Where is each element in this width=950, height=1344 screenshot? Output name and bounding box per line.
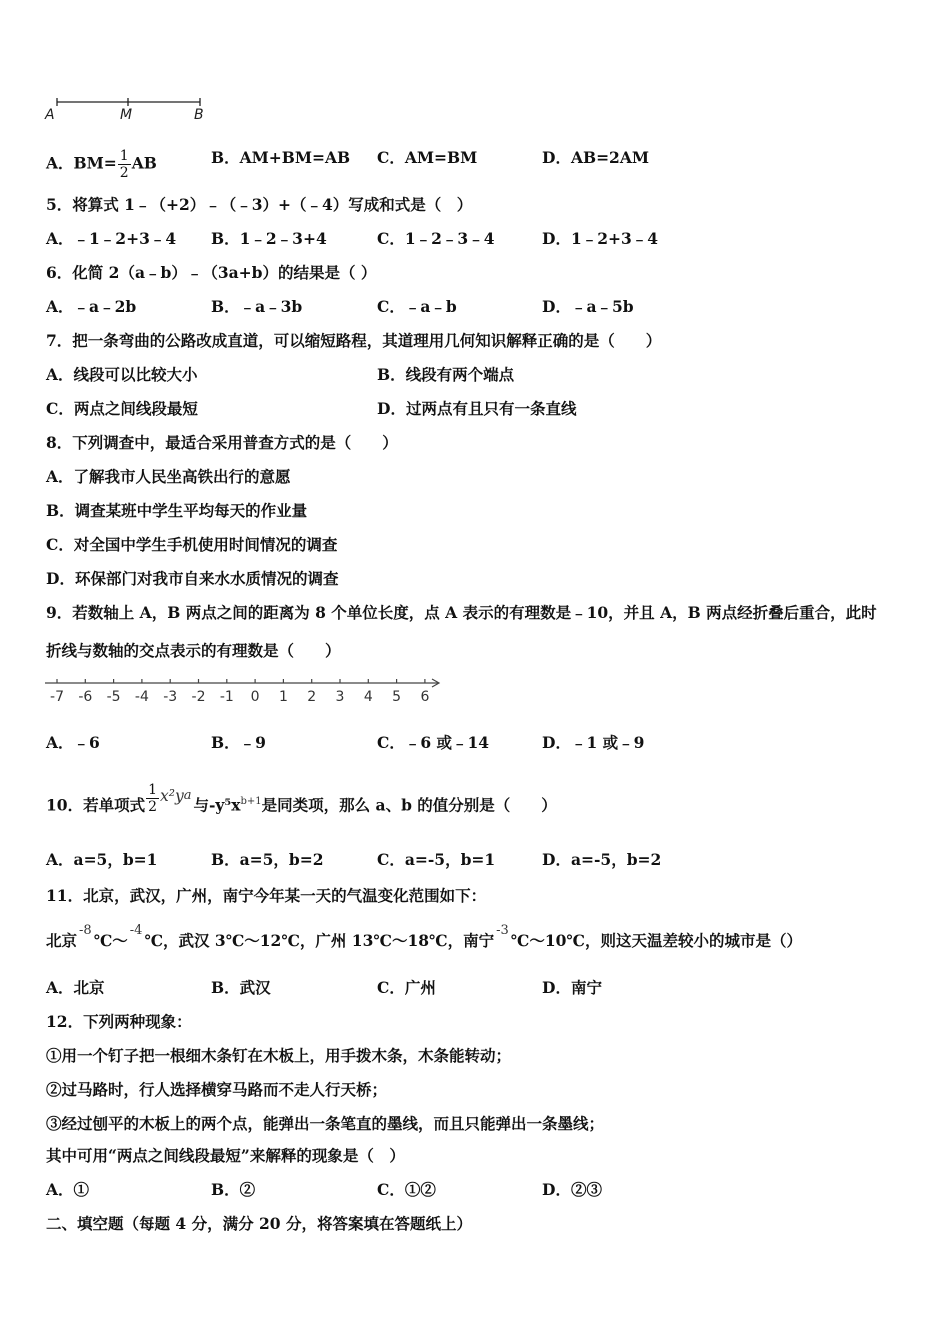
- q6-option-c: C．﹣a﹣b: [377, 297, 457, 316]
- q12-option-c: C．①②: [377, 1180, 436, 1199]
- q11-option-a: A．北京: [46, 978, 105, 997]
- axis-tick-label: 1: [278, 689, 288, 705]
- q10-option-c: C．a=-5，b=1: [377, 850, 496, 869]
- axis-tick-label: 5: [392, 689, 402, 705]
- q4-fraction: $\frac{1}{2}$: [119, 148, 129, 181]
- number-line: [40, 672, 450, 708]
- axis-tick-label: -6: [78, 689, 93, 705]
- q10-option-b: B．a=5，b=2: [211, 850, 324, 869]
- q6-option-d: D．﹣a﹣5b: [542, 297, 634, 316]
- axis-tick-label: -2: [191, 689, 206, 705]
- q12-question: 其中可用“两点之间线段最短”来解释的现象是（ ）: [46, 1146, 405, 1165]
- q4-option-a: A．BM= $\frac{1}{2}$ AB: [46, 148, 157, 181]
- axis-tick-label: 6: [420, 689, 430, 705]
- q6-option-a: A．﹣a﹣2b: [46, 297, 137, 316]
- q5-option-b: B．1﹣2﹣3+4: [211, 229, 327, 248]
- q8-option-c: C．对全国中学生手机使用时间情况的调查: [46, 535, 338, 554]
- q7-option-c: C．两点之间线段最短: [46, 399, 198, 418]
- q10-fraction: $\frac{1}{2}$: [148, 782, 157, 815]
- q12-item-1: ①用一个钉子把一根细木条钉在木板上，用手拨木条，木条能转动；: [46, 1046, 512, 1065]
- q10-stem: 10．若单项式 $\frac{1}{2}$ $x^2y^a$与$-y^5x^{b+1}$是同类项，那么 a、b 的值分别是（ ）: [46, 782, 557, 815]
- q8-option-b: B．调查某班中学生平均每天的作业量: [46, 501, 308, 520]
- q4-option-d: D．AB=2AM: [542, 148, 650, 167]
- section-2-heading: 二、填空题（每题 4 分，满分 20 分，将答案填在答题纸上）: [46, 1214, 472, 1233]
- q8-stem: 8．下列调查中，最适合采用普查方式的是（ ）: [46, 433, 398, 452]
- q8-option-a: A．了解我市人民坐高铁出行的意愿: [46, 467, 291, 486]
- axis-tick-label: -7: [50, 689, 64, 705]
- axis-tick-label: 0: [250, 689, 260, 705]
- axis-tick-label: 2: [307, 689, 317, 705]
- q7-option-a: A．线段可以比较大小: [46, 365, 198, 384]
- axis-tick-label: 3: [335, 689, 345, 705]
- q6-stem: 6．化简 2（a﹣b）﹣（3a+b）的结果是（ ）: [46, 263, 377, 282]
- q12-option-b: B．②: [211, 1180, 256, 1199]
- axis-tick-label: -4: [134, 689, 149, 705]
- q8-option-d: D．环保部门对我市自来水水质情况的调查: [46, 569, 339, 588]
- point-m-label: M: [120, 107, 133, 123]
- segment-figure: [40, 92, 220, 124]
- q5-stem: 5．将算式 1﹣（+2）﹣（﹣3）+（﹣4）写成和式是（ ）: [46, 195, 473, 214]
- q7-option-d: D．过两点有且只有一条直线: [377, 399, 577, 418]
- q11-stem: 11．北京，武汉，广州，南宁今年某一天的气温变化范围如下：: [46, 886, 487, 905]
- q4-option-b: B．AM+BM=AB: [211, 148, 351, 167]
- q10-option-d: D．a=-5，b=2: [542, 850, 662, 869]
- q11-option-b: B．武汉: [211, 978, 271, 997]
- q7-option-b: B．线段有两个端点: [377, 365, 515, 384]
- q11-option-c: C．广州: [377, 978, 436, 997]
- q9-option-d: D．﹣1 或﹣9: [542, 733, 645, 752]
- q4-option-c: C．AM=BM: [377, 148, 478, 167]
- q11-temperatures: 北京$^{-8}$℃～$^{-4}$℃，武汉 3℃～12℃，广州 13℃～18℃，南宁$^{-3}$℃～10℃，则这天温差较小的城市是（）: [46, 923, 802, 950]
- q5-option-d: D．1﹣2+3﹣4: [542, 229, 659, 248]
- point-b-label: B: [194, 107, 204, 123]
- axis-tick-label: 4: [363, 689, 373, 705]
- q5-option-c: C．1﹣2﹣3﹣4: [377, 229, 495, 248]
- q7-stem: 7．把一条弯曲的公路改成直道，可以缩短路程，其道理用几何知识解释正确的是（ ）: [46, 331, 662, 350]
- q9-option-a: A．﹣6: [46, 733, 100, 752]
- q12-item-2: ②过马路时，行人选择横穿马路而不走人行天桥；: [46, 1080, 388, 1099]
- q9-option-b: B．﹣9: [211, 733, 266, 752]
- q12-option-d: D．②③: [542, 1180, 602, 1199]
- q5-option-a: A．﹣1﹣2+3﹣4: [46, 229, 177, 248]
- q12-stem: 12．下列两种现象：: [46, 1012, 192, 1031]
- q9-option-c: C．﹣6 或﹣14: [377, 733, 490, 752]
- point-a-label: A: [45, 107, 55, 123]
- q12-item-3: ③经过刨平的木板上的两个点，能弹出一条笔直的墨线，而且只能弹出一条墨线；: [46, 1114, 605, 1133]
- q9-stem-line2: 折线与数轴的交点表示的有理数是（ ）: [46, 641, 341, 660]
- q10-option-a: A．a=5，b=1: [46, 850, 158, 869]
- q9-stem-line1: 9．若数轴上 A，B 两点之间的距离为 8 个单位长度，点 A 表示的有理数是﹣10，并且 A，B 两点经折叠后重合，此时: [46, 603, 877, 622]
- axis-tick-label: -5: [106, 689, 121, 705]
- axis-tick-label: -1: [219, 689, 234, 705]
- q12-option-a: A．①: [46, 1180, 90, 1199]
- axis-tick-label: -3: [163, 689, 178, 705]
- q11-option-d: D．南宁: [542, 978, 602, 997]
- q6-option-b: B．﹣a﹣3b: [211, 297, 303, 316]
